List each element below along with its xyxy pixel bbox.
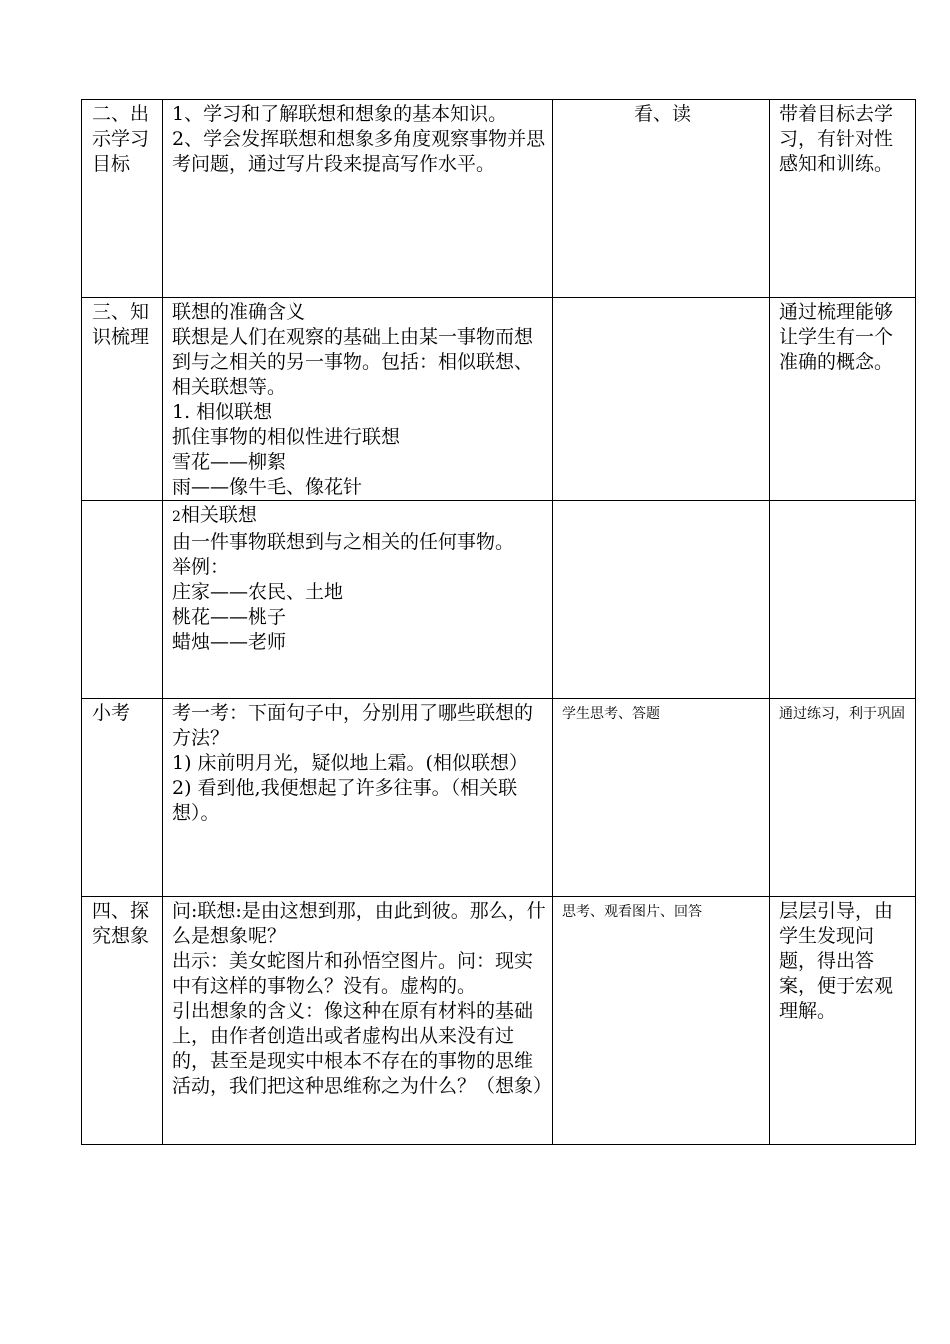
activity-cell: 思考、观看图片、回答	[553, 897, 770, 1145]
table-row	[82, 501, 916, 699]
stage-cell: 三、知识梳理	[82, 298, 163, 501]
content-line: 联想是人们在观察的基础上由某一事物而想到与之相关的另一事物。包括：相似联想、相关联想等。	[172, 326, 534, 398]
activity-cell: 学生思考、答题	[553, 699, 770, 897]
content-line: 考一考：下面句子中，分别用了哪些联想的方法？	[172, 702, 534, 749]
table-row	[82, 699, 916, 897]
content-line: 蜡烛——老师	[172, 631, 287, 653]
content-cell	[163, 100, 553, 298]
content-line: 庄家——农民、土地	[172, 581, 344, 603]
activity-cell	[553, 501, 770, 699]
lesson-plan-table	[81, 99, 916, 1145]
content-cell	[163, 501, 553, 699]
table-row	[82, 298, 916, 501]
content-heading-text: 相关联想	[180, 504, 257, 526]
content-line: 引出想象的含义：像这种在原有材料的基础上，由作者创造出或者虚构出从来没有过的，甚至是现实中根本不存在的事物的思维活动，我们把这种思维称之为什么？（想象）	[172, 1000, 553, 1097]
activity-cell: 看、读	[553, 100, 770, 298]
purpose-cell: 通过梳理能够让学生有一个准确的概念。	[770, 298, 916, 501]
stage-cell	[82, 501, 163, 699]
content-line: 联想的准确含义	[172, 301, 306, 323]
content-line: 由一件事物联想到与之相关的任何事物。	[172, 531, 515, 553]
purpose-cell	[770, 501, 916, 699]
content-line: 问:联想:是由这想到那，由此到彼。那么，什么是想象呢？	[172, 900, 546, 947]
content-line: 举例：	[172, 556, 230, 578]
content-line: 2) 看到他,我便想起了许多往事。（相关联想）。	[172, 777, 518, 824]
content-line: 雨——像牛毛、像花针	[172, 476, 363, 498]
content-cell	[163, 897, 553, 1145]
content-heading	[172, 503, 546, 530]
activity-cell	[553, 298, 770, 501]
stage-cell: 小考	[82, 699, 163, 897]
purpose-cell: 通过练习，利于巩固	[770, 699, 916, 897]
purpose-cell: 带着目标去学习，有针对性感知和训练。	[770, 100, 916, 298]
stage-cell: 二、出示学习目标	[82, 100, 163, 298]
table-row	[82, 897, 916, 1145]
stage-cell: 四、探究想象	[82, 897, 163, 1145]
table-row	[82, 100, 916, 298]
content-line: 2、学会发挥联想和想象多角度观察事物并思考问题，通过写片段来提高写作水平。	[172, 128, 546, 175]
purpose-cell: 层层引导，由学生发现问题，得出答案，便于宏观理解。	[770, 897, 916, 1145]
content-number: 2	[172, 509, 181, 525]
content-line: 出示：美女蛇图片和孙悟空图片。问：现实中有这样的事物么？没有。虚构的。	[172, 950, 534, 997]
content-line: 抓住事物的相似性进行联想	[172, 426, 401, 448]
content-line: 桃花——桃子	[172, 606, 287, 628]
content-cell	[163, 298, 553, 501]
content-cell	[163, 699, 553, 897]
content-line: 雪花——柳絮	[172, 451, 287, 473]
content-line: 1. 相似联想	[172, 401, 273, 423]
content-line: 1、学习和了解联想和想象的基本知识。	[172, 103, 508, 125]
content-line: 1) 床前明月光，疑似地上霜。(相似联想）	[172, 752, 528, 774]
